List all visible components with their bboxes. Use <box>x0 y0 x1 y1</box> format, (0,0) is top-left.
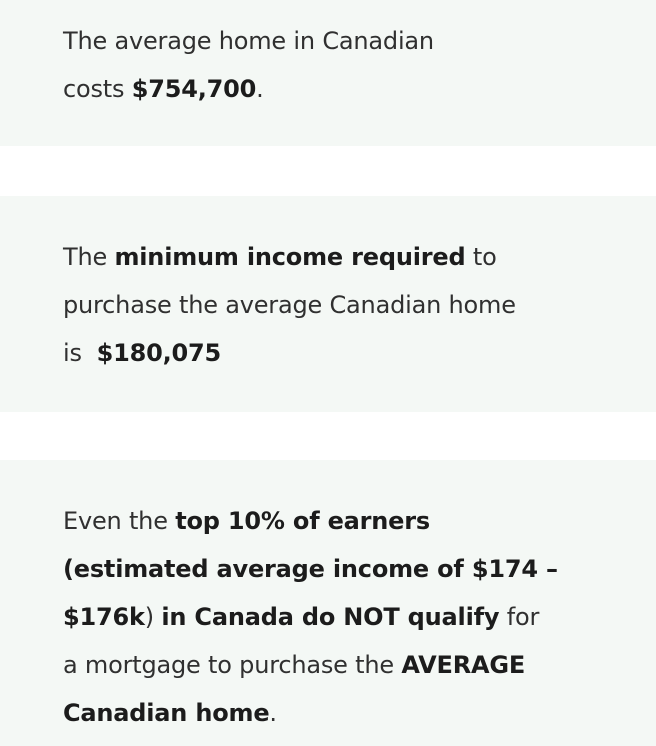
text-segment: purchase the average Canadian home <box>63 291 516 319</box>
card-3-line-3 <box>63 593 616 641</box>
text-segment: . <box>269 699 277 727</box>
text-segment: is <box>63 339 97 367</box>
estimated-income-phrase: (estimated average income of $174 – <box>63 555 558 583</box>
text-segment: The average home in Canadian <box>63 27 434 55</box>
card-3-line-1 <box>63 497 616 545</box>
top-earners-phrase: top 10% of earners <box>175 507 430 535</box>
average-home-price: $754,700 <box>131 75 257 103</box>
text-segment: ) <box>144 603 162 631</box>
canadian-home-phrase: Canadian home <box>63 699 270 727</box>
minimum-income-value: $180,075 <box>96 339 222 367</box>
minimum-income-card <box>0 196 656 412</box>
text-segment: costs <box>63 75 132 103</box>
text-segment: for <box>499 603 540 631</box>
card-3-line-2 <box>63 545 616 593</box>
text-segment: to <box>465 243 497 271</box>
top-earners-card <box>0 460 656 746</box>
card-3-line-4 <box>63 641 616 689</box>
text-segment: . <box>256 75 264 103</box>
card-2-line-3 <box>63 329 616 377</box>
home-price-card <box>0 0 656 146</box>
text-segment: The <box>63 243 115 271</box>
card-1-line-2 <box>63 65 616 113</box>
average-emphasis: AVERAGE <box>401 651 526 679</box>
card-2-line-2 <box>63 281 616 329</box>
text-segment: a mortgage to purchase the <box>63 651 402 679</box>
card-3-line-5 <box>63 689 616 737</box>
do-not-qualify-phrase: in Canada do NOT qualify <box>161 603 500 631</box>
estimated-income-upper: $176k <box>63 603 145 631</box>
card-2-line-1 <box>63 233 616 281</box>
text-segment: Even the <box>63 507 176 535</box>
card-1-line-1 <box>63 17 616 65</box>
minimum-income-phrase: minimum income required <box>114 243 466 271</box>
